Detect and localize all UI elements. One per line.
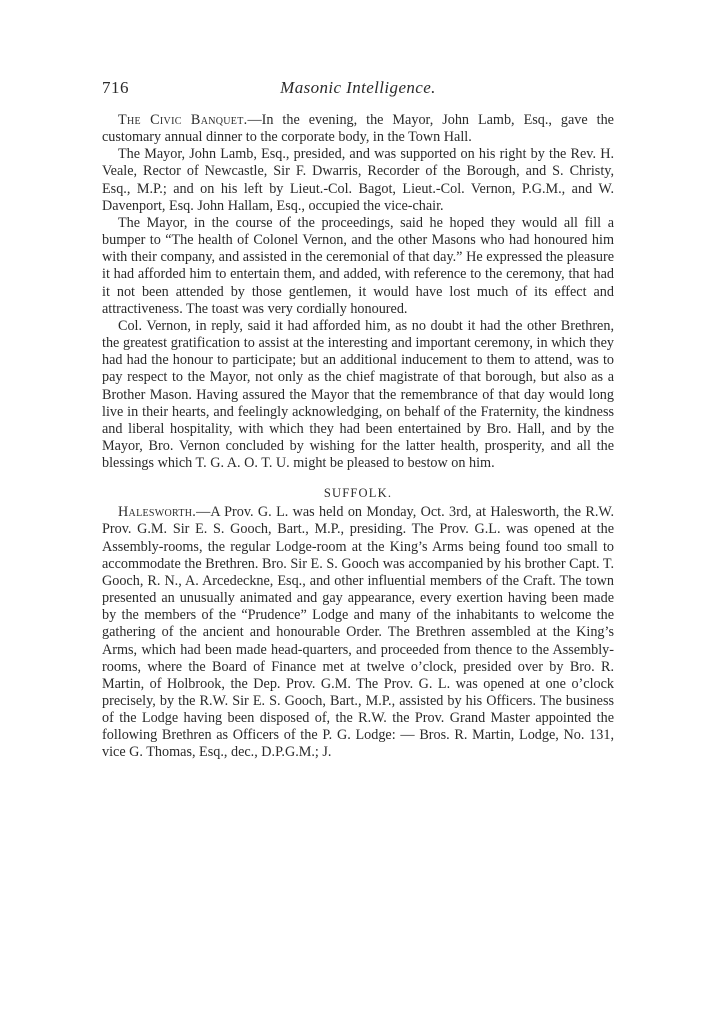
document-page	[102, 78, 614, 762]
page-header	[102, 78, 614, 104]
halesworth-article	[102, 504, 614, 761]
paragraph: The Mayor, John Lamb, Esq., presided, and was supported on his right by the Rev. H. Veale, Rector of Newcastle, Sir F. Dwarris, Recorder of the Borough, and S. Christy, Esq., M.P.; and on his left by Lieut.-Col. Bagot, Lieut.-Col. Vernon, P.G.M., and W. Davenport, Esq. John Hallam, Esq., occupied the vice-chair.	[102, 146, 614, 214]
paragraph: Col. Vernon, in reply, said it had afforded him, as no doubt it had the other Brethren, the greatest gratification to assist at the interesting and important ceremony, in which they had had the honour to participate; but an additional inducement to them to attend, was to pay respect to the Mayor, not only as the chief magistrate of that borough, but also as a Brother Mason. Having assured the Mayor that the remembrance of that day would long live in their hearts, and feelingly acknowledging, on behalf of the Fraternity, the kindness and liberal hospitality, with which they had been entertained by Bro. Hall, and by the Mayor, Bro. Vernon concluded by wishing for the latter health, prosperity, and all the blessings which T. G. A. O. T. U. might be pleased to bestow on him.	[102, 317, 614, 472]
page-number: 716	[102, 78, 129, 97]
paragraph-text: —A Prov. G. L. was held on Monday, Oct. 3rd, at Halesworth, the R.W. Prov. G.M. Sir E. S. Gooch, Bart., M.P., presiding. The Prov. G.L. was opened at the Assembly-rooms, the regular Lodge-room at the King’s Arms being found too small to accommodate the Brethren. Bro. Sir E. S. Gooch was accompanied by his brother Capt. T. Gooch, R. N., A. Arcedeckne, Esq., and other influential members of the Craft. The town presented an unusually animated and gay appearance, every exertion having been made by the members of the “Prudence” Lodge and many of the inhabitants to welcome the gathering of the ancient and honourable Order. The Brethren assembled at the King’s Arms, which had been made head-quarters, and proceeded from thence to the Assembly-rooms, where the Board of Finance met at twelve o’clock, presided over by Bro. R. Martin, of Holbrook, the Dep. Prov. G.M. The Prov. G. L. was opened at one o’clock precisely, by the R.W. Sir E. S. Gooch, Bart., M.P., assisted by his Officers. The business of the Lodge having been disposed of, the R.W. the Prov. Grand Master appointed the following Brethren as Officers of the P. G. Lodge: — Bros. R. Martin, Lodge, No. 131, vice G. Thomas, Esq., dec., D.P.G.M.; J.	[102, 504, 614, 761]
article-lead: The Civic Banquet.	[118, 112, 248, 128]
paragraph-text: —In the evening, the Mayor, John Lamb, Esq., gave the customary annual dinner to the corporate body, in the Town Hall.	[102, 112, 614, 146]
paragraph	[102, 112, 614, 146]
running-title: Masonic Intelligence.	[280, 78, 436, 97]
civic-banquet-article	[102, 112, 614, 472]
section-heading: SUFFOLK.	[323, 486, 393, 501]
paragraph	[102, 504, 614, 761]
article-lead: Halesworth.	[118, 504, 197, 521]
paragraph: The Mayor, in the course of the proceedings, said he hoped they would all fill a bumper to “The health of Colonel Vernon, and the other Masons who had honoured him with their company, and assisted in the ceremonial of that day.” He expressed the pleasure it had afforded him to entertain them, and added, with reference to the ceremony, that had it not been attended by those gentlemen, it would have lost much of its effect and attractiveness. The toast was very cordially honoured.	[102, 214, 614, 317]
